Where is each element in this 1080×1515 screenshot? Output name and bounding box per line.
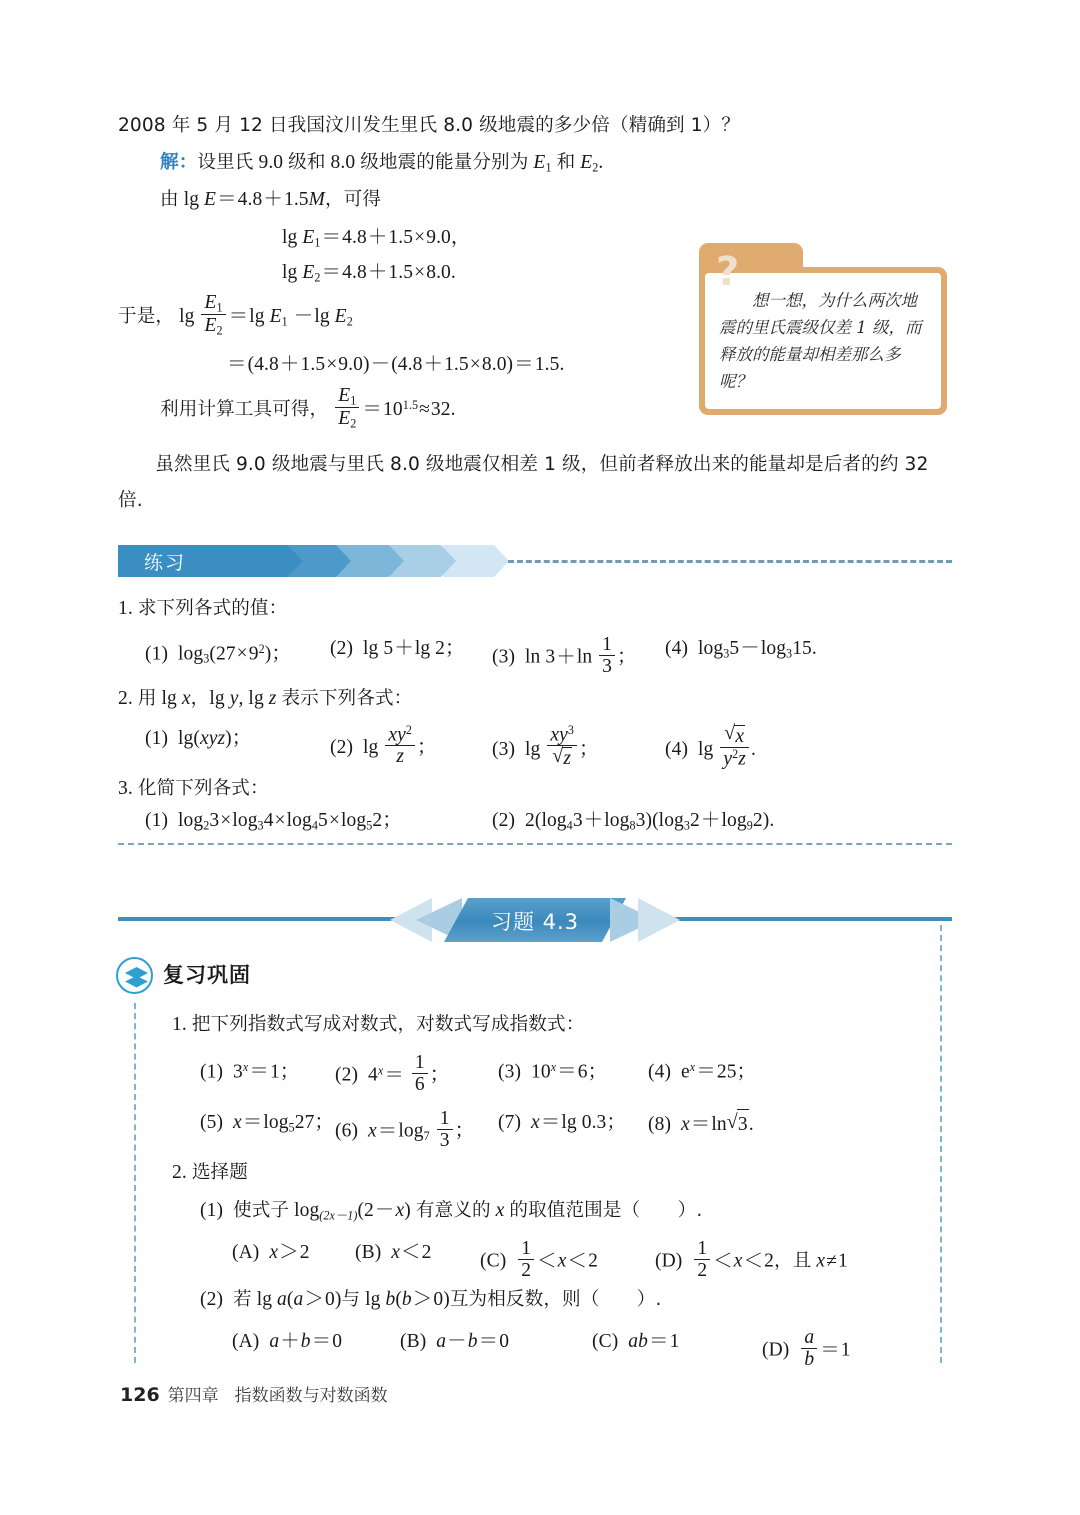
- practice-item-2-stem: 2. 用 lg x，lg y, lg z 表示下列各式：: [118, 688, 413, 709]
- solution-line-1: 解：设里氏 9.0 级和 8.0 级地震的能量分别为 $E_1$ 和 $E_2$.: [160, 152, 604, 175]
- equation-1: $\lg E_1=4.8+1.5\times 9.0$，: [282, 227, 471, 250]
- review-frame-right-border: [940, 925, 942, 1363]
- practice-2-part-2: (2) lg $\frac{xy^2}{z}$ ；: [330, 723, 437, 768]
- think-callout: [699, 243, 947, 415]
- practice-banner-label: 练习: [144, 552, 187, 574]
- homework-1-part-8: (8) x＝ln √ 3.: [648, 1108, 754, 1140]
- homework-banner: [118, 898, 952, 942]
- homework-2-q2-choice-b: (B) a－b＝0: [400, 1331, 510, 1352]
- homework-2-q1-choice-a: (A) x＞2: [232, 1242, 310, 1263]
- derivation-line-1: 于是， lg $\frac{E_1}{E_2}$ ＝lg $E_1 -\lg$ $E_2$: [118, 292, 353, 338]
- homework-2-q1-choice-d: (D) $\frac{1}{2}$ ＜x＜2，且 x≠1: [655, 1238, 848, 1282]
- callout-body: [699, 267, 947, 415]
- page-number: 126: [120, 1384, 160, 1406]
- homework-1-part-4: (4) $e^x=25$；: [648, 1060, 757, 1083]
- practice-3-part-1: (1) $\log_23\times\log_34\times\log_45\times\log_52$；: [145, 810, 402, 833]
- homework-2-q1-choice-b: (B) x＜2: [355, 1242, 432, 1263]
- practice-banner-dash: [508, 560, 952, 563]
- callout-text: 想一想，为什么两次地震的里氏震级仅差 1 级，而释放的能量却相差那么多呢？: [719, 291, 922, 391]
- homework-banner-label: 习题 4.3: [490, 910, 580, 934]
- homework-1-part-2: (2) $4^x=$ $\frac{1}{6}$ ；: [335, 1052, 450, 1096]
- homework-item-1-number: 1.: [172, 1014, 187, 1035]
- homework-item-2-number: 2.: [172, 1162, 187, 1183]
- homework-1-part-3: (3) $10^x=6$；: [498, 1060, 608, 1083]
- homework-item-1-text: 把下列指数式写成对数式，对数式写成指数式：: [191, 1014, 585, 1035]
- homework-1-part-1: (1) $3^x=1$；: [200, 1060, 300, 1083]
- solution-label: 解：: [160, 152, 198, 173]
- example-conclusion: 虽然里氏 9.0 级地震与里氏 8.0 级地震仅相差 1 级，但前者释放出来的能量却是后者的约 32 倍.: [118, 454, 929, 511]
- practice-section-divider: [118, 843, 952, 845]
- practice-1-part-3: (3) ln 3＋ln $\frac{1}{3}$ ；: [492, 634, 637, 678]
- homework-1-part-5: (5) $x=\log_527$；: [200, 1112, 335, 1135]
- homework-2-q2-choice-d: (D) $\frac{a}{b}$ ＝1: [762, 1327, 851, 1371]
- given-line: 由 lg E＝4.8＋1.5M，可得: [160, 189, 382, 210]
- homework-2-question-1: (1) 使式子 $\log_{(2x-1)}(2-x)$ 有意义的 x 的取值范围是（ ）.: [200, 1200, 703, 1223]
- homework-item-2-text: 选择题: [191, 1162, 248, 1183]
- practice-1-part-4: (4) $\log_35-\log_315$.: [665, 638, 817, 661]
- practice-item-1-number: 1.: [118, 598, 133, 619]
- homework-2-q2-choice-a: (A) a＋b＝0: [232, 1331, 343, 1352]
- homework-2-question-2: (2) 若 lg a(a＞0)与 lg b(b＞0)互为相反数，则（ ）.: [200, 1289, 662, 1310]
- equation-2: $\lg E_2=4.8+1.5\times 8.0$.: [282, 262, 456, 285]
- layers-icon-glyph: [123, 965, 150, 990]
- footer-chapter: 第四章: [167, 1386, 219, 1406]
- practice-item-3-text: 化简下列各式：: [137, 778, 269, 799]
- homework-banner-bar: [390, 898, 680, 942]
- practice-1-part-2: (2) lg 5＋lg 2；: [330, 638, 465, 659]
- homework-item-2-stem: [172, 1158, 248, 1188]
- practice-3-part-2: (2) $2(\log_43+\log_83)(\log_32+\log_92)$.: [492, 810, 775, 833]
- homework-item-1-stem: [172, 1010, 584, 1040]
- practice-item-3-stem: [118, 774, 269, 804]
- practice-2-part-4: (4) lg √ $\frac{x}{y^2z}$ .: [665, 724, 756, 770]
- homework-1-part-7: (7) x＝lg 0.3；: [498, 1112, 626, 1133]
- derivation-line-2: ＝(4.8＋1.5×9.0)－(4.8＋1.5×8.0)＝1.5.: [227, 354, 565, 375]
- practice-1-part-1: (1) $\log_3(27\times 9^2)$；: [145, 642, 291, 666]
- example-question-line: 2008 年 5 月 12 日我国汶川发生里氏 8.0 级地震的多少倍（精确到 1）？: [118, 115, 741, 136]
- practice-2-part-3: (3) lg $xy^3$ √ z ；: [492, 724, 599, 770]
- footer-chapter-title: 指数函数与对数函数: [234, 1386, 388, 1406]
- practice-2-part-1: (1) lg(xyz)；: [145, 728, 252, 749]
- page-footer: [120, 1381, 388, 1406]
- practice-item-1-text: 求下列各式的值：: [137, 598, 288, 619]
- callout-inner: [705, 273, 941, 409]
- layers-badge-icon: [116, 957, 153, 994]
- tool-result-line: 利用计算工具可得， $\frac{E_1}{E_2}$ $=10^{1.5}\approx 32$.: [160, 385, 456, 431]
- practice-item-3-number: 3.: [118, 778, 133, 799]
- review-frame-left-border: [134, 1003, 136, 1363]
- question-mark-icon: ?: [716, 249, 740, 295]
- practice-item-1-stem: [118, 594, 287, 624]
- review-section-label: 复习巩固: [163, 963, 251, 987]
- homework-1-part-6: (6) $x=\log_7$ $\frac{1}{3}$ ；: [335, 1108, 475, 1152]
- homework-2-q1-choice-c: (C) $\frac{1}{2}$ ＜x＜2: [480, 1238, 598, 1282]
- practice-item-2-number: 2.: [118, 688, 133, 709]
- homework-2-q2-choice-c: (C) ab＝1: [592, 1331, 680, 1352]
